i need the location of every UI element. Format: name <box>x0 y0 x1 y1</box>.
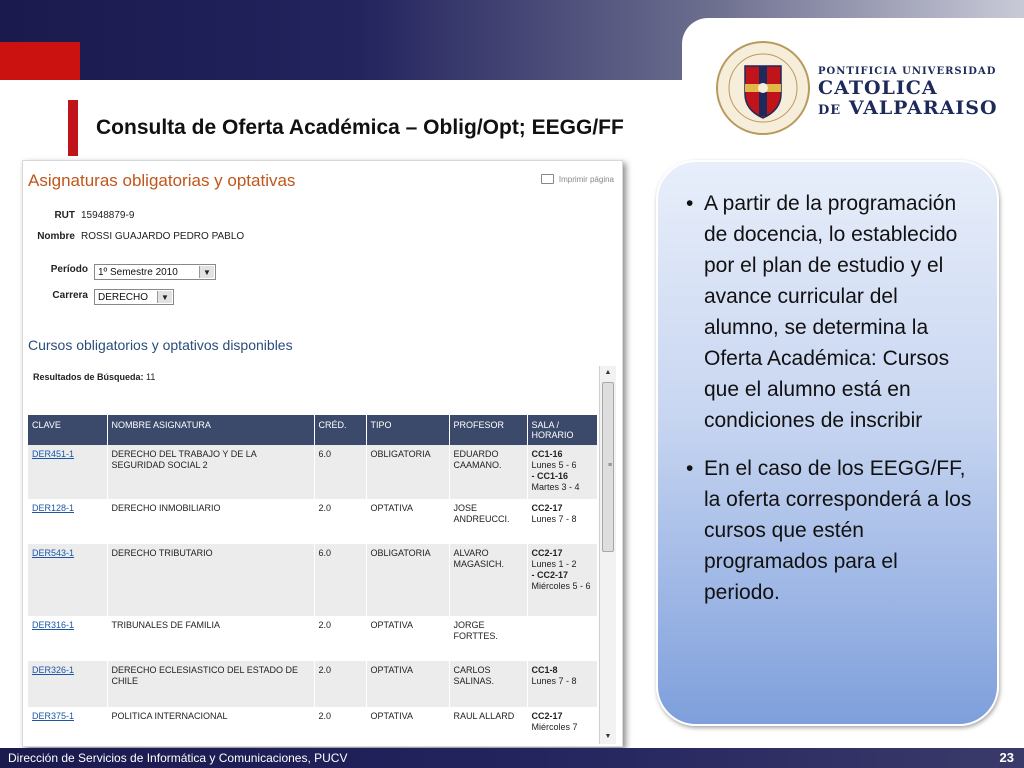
course-code-link[interactable]: DER451-1 <box>32 449 75 459</box>
course-credits: 6.0 <box>314 544 366 616</box>
red-accent-block <box>0 42 80 80</box>
search-results <box>33 372 155 382</box>
university-name <box>818 66 998 121</box>
chevron-down-icon: ▼ <box>199 266 214 278</box>
table-row <box>28 445 597 499</box>
course-professor: ALVARO MAGASICH. <box>449 544 527 616</box>
course-type: OPTATIVA <box>366 499 449 544</box>
chevron-down-icon: ▼ <box>157 291 172 303</box>
university-line1: PONTIFICIA UNIVERSIDAD <box>818 66 997 77</box>
course-professor: JOSE ANDREUCCI. <box>449 499 527 544</box>
scroll-down-icon[interactable]: ▼ <box>604 733 612 740</box>
course-credits: 6.0 <box>314 445 366 499</box>
col-header-cred[interactable]: CRÉD. <box>314 415 366 445</box>
carrera-select[interactable] <box>94 289 174 305</box>
course-schedule: CC2-17 Lunes 7 - 8 <box>527 499 597 544</box>
bullet-icon: • <box>686 457 694 480</box>
callout-bullet: • A partir de la programación de docencia, lo establecido por el plan de estudio y el avance curricular del alumno, se determina la Oferta Académica: Cursos que el alumno está en condiciones de inscribir <box>686 188 977 436</box>
bullet-icon: • <box>686 192 694 215</box>
vertical-scrollbar[interactable] <box>599 366 616 744</box>
callout-bullets <box>658 162 997 608</box>
table-row <box>28 707 597 744</box>
course-type: OPTATIVA <box>366 707 449 744</box>
course-professor: RAUL ALLARD <box>449 707 527 744</box>
course-code-link[interactable]: DER316-1 <box>32 620 75 630</box>
results-label: Resultados de Búsqueda: <box>33 372 144 382</box>
course-professor: CARLOS SALINAS. <box>449 661 527 707</box>
col-header-nombre[interactable]: NOMBRE ASIGNATURA <box>107 415 314 445</box>
course-credits: 2.0 <box>314 616 366 661</box>
scroll-up-icon[interactable]: ▲ <box>604 369 612 376</box>
university-line2: CATOLICA <box>818 77 938 99</box>
university-line3: DE VALPARAISO <box>818 97 998 119</box>
course-code-link[interactable]: DER543-1 <box>32 548 75 558</box>
table-header-row <box>28 415 597 445</box>
course-schedule: CC2-17 Lunes 1 - 2 - CC2-17 Miércoles 5 - 6 <box>527 544 597 616</box>
carrera-select-value: DERECHO <box>98 291 149 303</box>
explanation-callout <box>656 160 999 726</box>
periodo-label: Período <box>50 264 88 275</box>
table-row <box>28 499 597 544</box>
nombre-value: ROSSI GUAJARDO PEDRO PABLO <box>81 231 245 242</box>
col-header-profesor[interactable]: PROFESOR <box>449 415 527 445</box>
print-label: Imprimir página <box>558 174 614 184</box>
periodo-select-value: 1º Semestre 2010 <box>98 266 178 278</box>
course-schedule: CC1-16 Lunes 5 - 6 - CC1-16 Martes 3 - 4 <box>527 445 597 499</box>
course-professor: EDUARDO CAAMANO. <box>449 445 527 499</box>
course-type: OBLIGATORIA <box>366 445 449 499</box>
periodo-select[interactable] <box>94 264 216 280</box>
footer-bar <box>0 748 1024 768</box>
print-link[interactable] <box>541 174 614 184</box>
course-schedule <box>527 616 597 661</box>
course-schedule: CC1-8 Lunes 7 - 8 <box>527 661 597 707</box>
carrera-label: Carrera <box>52 290 88 301</box>
courses-subheading: Cursos obligatorios y optativos disponibles <box>28 337 293 353</box>
course-credits: 2.0 <box>314 707 366 744</box>
courses-table <box>28 415 597 744</box>
course-type: OPTATIVA <box>366 616 449 661</box>
embedded-screenshot <box>22 160 623 747</box>
nombre-label: Nombre <box>37 231 75 242</box>
course-name: DERECHO TRIBUTARIO <box>107 544 314 616</box>
course-name: TRIBUNALES DE FAMILIA <box>107 616 314 661</box>
callout-bullet: • En el caso de los EEGG/FF, la oferta corresponderá a los cursos que estén programados para el periodo. <box>686 453 977 608</box>
footer-text: Dirección de Servicios de Informática y Comunicaciones, PUCV <box>8 751 348 765</box>
course-type: OPTATIVA <box>366 661 449 707</box>
course-code-link[interactable]: DER326-1 <box>32 665 75 675</box>
col-header-tipo[interactable]: TIPO <box>366 415 449 445</box>
page-number: 23 <box>999 750 1014 765</box>
rut-value: 15948879-9 <box>81 210 135 221</box>
results-count: 11 <box>146 372 156 382</box>
course-name: DERECHO INMOBILIARIO <box>107 499 314 544</box>
table-row <box>28 544 597 616</box>
course-type: OBLIGATORIA <box>366 544 449 616</box>
courses-table-wrapper <box>28 415 597 744</box>
table-row <box>28 661 597 707</box>
course-credits: 2.0 <box>314 661 366 707</box>
course-professor: JORGE FORTTES. <box>449 616 527 661</box>
course-name: DERECHO DEL TRABAJO Y DE LA SEGURIDAD SOCIAL 2 <box>107 445 314 499</box>
course-credits: 2.0 <box>314 499 366 544</box>
university-seal-icon <box>715 40 811 136</box>
slide-title: Consulta de Oferta Académica – Oblig/Opt; EEGG/FF <box>96 116 624 139</box>
course-code-link[interactable]: DER375-1 <box>32 711 75 721</box>
course-name: DERECHO ECLESIASTICO DEL ESTADO DE CHILE <box>107 661 314 707</box>
grip-icon: ≡ <box>608 462 613 469</box>
col-header-sala[interactable]: SALA / HORARIO <box>527 415 597 445</box>
rut-label: RUT <box>54 210 75 221</box>
title-accent-bar <box>68 100 78 156</box>
page-heading: Asignaturas obligatorias y optativas <box>28 171 296 190</box>
course-code-link[interactable]: DER128-1 <box>32 503 75 513</box>
printer-icon <box>541 174 554 184</box>
course-name: POLITICA INTERNACIONAL <box>107 707 314 744</box>
table-row <box>28 616 597 661</box>
col-header-clave[interactable]: CLAVE <box>28 415 107 445</box>
course-schedule: CC2-17 Miércoles 7 <box>527 707 597 744</box>
